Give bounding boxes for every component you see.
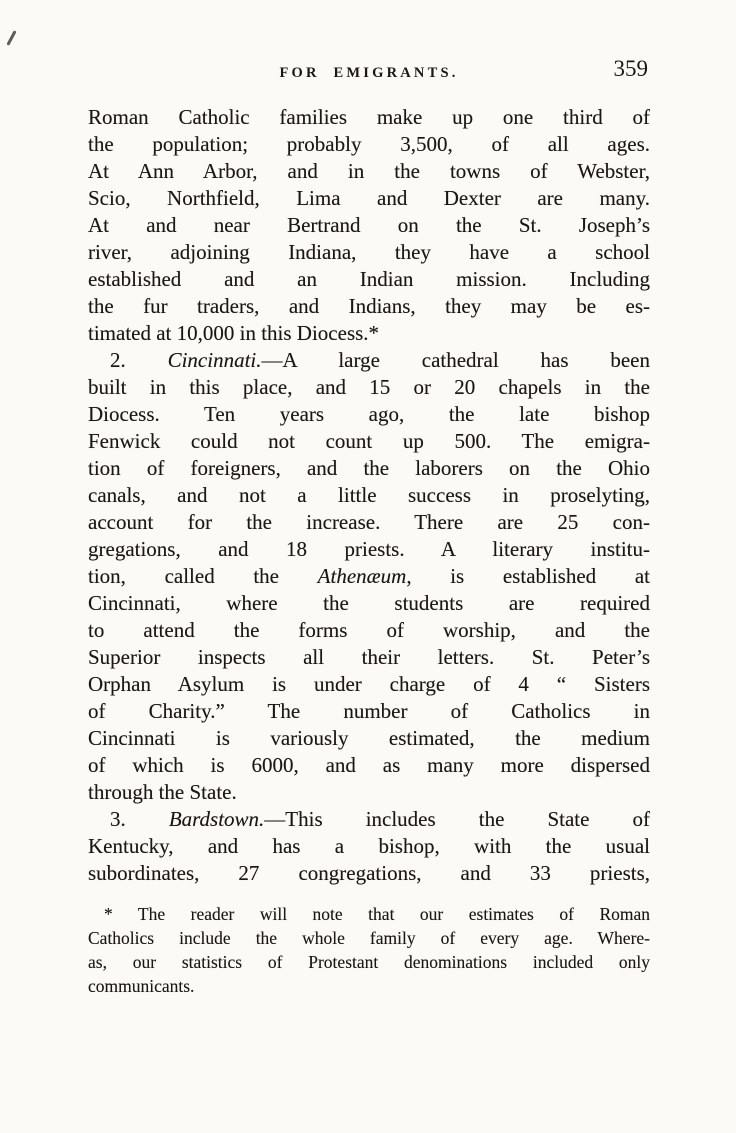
footnote	[88, 902, 650, 998]
italic-text: Bardstown.	[168, 807, 265, 831]
italic-text: Cincinnati.	[167, 348, 262, 372]
paragraph	[88, 347, 650, 806]
text-segment: Scio, Northfield, Lima and Dexter are many.	[88, 186, 650, 210]
text-segment: to attend the forms of worship, and the	[88, 618, 650, 642]
text-line	[88, 926, 650, 950]
text-segment: the fur traders, and Indians, they may be es-	[88, 294, 650, 318]
text-segment: 3.	[110, 807, 169, 831]
text-line	[88, 902, 650, 926]
text-segment: Orphan Asylum is under charge of 4 “ Sisters	[88, 672, 650, 696]
text-segment: account for the increase. There are 25 con-	[88, 510, 650, 534]
text-segment: river, adjoining Indiana, they have a school	[88, 240, 650, 264]
text-line	[88, 698, 650, 725]
text-line	[88, 509, 650, 536]
text-line	[88, 428, 650, 455]
text-segment: established and an Indian mission. Including	[88, 267, 650, 291]
text-segment: communicants.	[88, 976, 195, 996]
text-segment: Superior inspects all their letters. St. Peter’s	[88, 645, 650, 669]
text-segment: through the State.	[88, 780, 237, 804]
text-line	[88, 644, 650, 671]
text-segment: subordinates, 27 congregations, and 33 priests,	[88, 861, 650, 885]
text-segment: tion, called the	[88, 564, 318, 588]
paragraph	[88, 806, 650, 887]
page-header	[88, 56, 650, 90]
text-line	[88, 536, 650, 563]
text-line	[88, 212, 650, 239]
text-segment: of Charity.” The number of Catholics in	[88, 699, 650, 723]
text-segment: canals, and not a little success in proselyting,	[88, 483, 650, 507]
text-line	[88, 752, 650, 779]
text-line	[88, 131, 650, 158]
text-segment: tion of foreigners, and the laborers on the Ohio	[88, 456, 650, 480]
text-line	[88, 293, 650, 320]
text-segment: Diocess. Ten years ago, the late bishop	[88, 402, 650, 426]
text-segment: * The reader will note that our estimates of Roman	[104, 904, 650, 924]
text-segment: Cincinnati is variously estimated, the medium	[88, 726, 650, 750]
text-segment: , is established at	[406, 564, 650, 588]
text-segment: Catholics include the whole family of every age. Where-	[88, 928, 650, 948]
text-segment: the population; probably 3,500, of all ages.	[88, 132, 650, 156]
text-segment: At Ann Arbor, and in the towns of Webster,	[88, 159, 650, 183]
text-line	[88, 158, 650, 185]
text-segment: of which is 6000, and as many more dispersed	[88, 753, 650, 777]
text-line	[88, 401, 650, 428]
text-segment: —A large cathedral has been	[261, 348, 650, 372]
paragraph	[88, 104, 650, 347]
text-line	[88, 671, 650, 698]
text-segment: At and near Bertrand on the St. Joseph’s	[88, 213, 650, 237]
text-segment: built in this place, and 15 or 20 chapels in the	[88, 375, 650, 399]
text-line	[88, 617, 650, 644]
text-line	[88, 374, 650, 401]
page-number: 359	[613, 56, 648, 81]
text-line	[88, 563, 650, 590]
page-content	[88, 56, 650, 998]
running-title: FOR EMIGRANTS.	[279, 65, 459, 81]
text-line	[88, 104, 650, 131]
text-line	[88, 239, 650, 266]
text-line	[88, 482, 650, 509]
text-line	[88, 455, 650, 482]
text-line	[88, 833, 650, 860]
text-line	[88, 347, 650, 374]
text-segment: gregations, and 18 priests. A literary institu-	[88, 537, 650, 561]
scan-artifact	[6, 30, 16, 46]
text-segment: 2.	[110, 348, 168, 372]
text-line	[88, 185, 650, 212]
text-segment: Roman Catholic families make up one third of	[88, 105, 650, 129]
text-segment: —This includes the State of	[264, 807, 650, 831]
text-line	[88, 806, 650, 833]
text-segment: Kentucky, and has a bishop, with the usual	[88, 834, 650, 858]
page-body	[88, 104, 650, 887]
text-segment: timated at 10,000 in this Diocess.*	[88, 321, 380, 345]
text-line	[88, 779, 650, 806]
text-segment: as, our statistics of Protestant denominations included only	[88, 952, 650, 972]
text-line	[88, 974, 650, 998]
text-line	[88, 320, 650, 347]
text-line	[88, 266, 650, 293]
text-line	[88, 860, 650, 887]
text-line	[88, 950, 650, 974]
text-segment: Fenwick could not count up 500. The emigra-	[88, 429, 650, 453]
text-segment: Cincinnati, where the students are required	[88, 591, 650, 615]
text-line	[88, 725, 650, 752]
italic-text: Athenæum	[317, 564, 407, 588]
text-line	[88, 590, 650, 617]
